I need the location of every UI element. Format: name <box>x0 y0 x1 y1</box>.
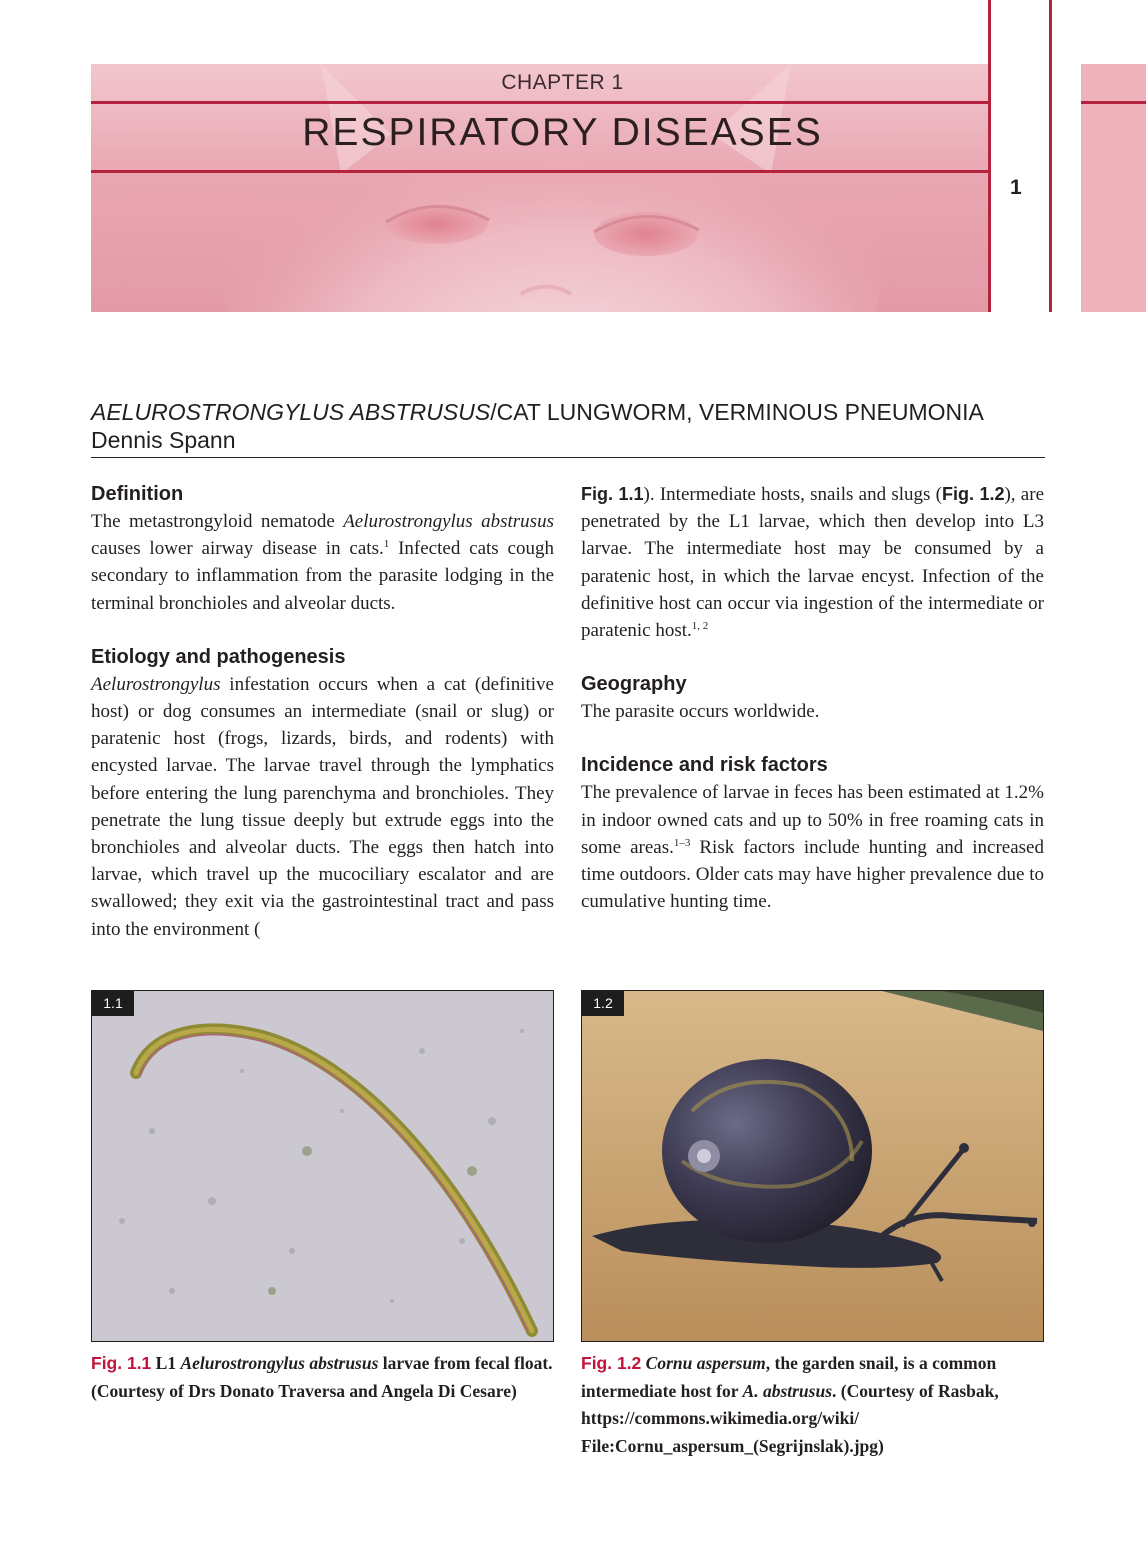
etiology-paragraph-continued <box>581 481 1044 644</box>
article-divider <box>91 457 1045 458</box>
article-title-species: AELUROSTRONGYLUS ABSTRUSUS <box>91 399 491 425</box>
chapter-label: CHAPTER 1 <box>501 71 624 94</box>
banner-rule-bottom <box>91 170 988 173</box>
geography-paragraph: The parasite occurs worldwide. <box>581 701 820 723</box>
section-heading-definition: Definition <box>91 483 184 505</box>
figure-reference-link[interactable]: Fig. 1.1 <box>581 484 644 504</box>
figure-reference-link[interactable]: Fig. 1.2 <box>941 484 1005 504</box>
figure-1-2 <box>581 990 1044 1342</box>
species-name: Aelurostrongylus abstrusus <box>343 511 554 532</box>
article-title-rest: /CAT LUNGWORM, VERMINOUS PNEUMONIA <box>490 399 984 425</box>
text-run: The prevalence of larvae in feces has been estimated at 1.2% in indoor owned cats and up to 50% in free roaming cats in some areas. <box>581 782 1044 858</box>
text-run: ). Intermediate hosts, snails and slugs ( <box>643 484 942 505</box>
species-name: Aelurostrongylus <box>91 673 221 695</box>
banner-vertical-rule <box>988 0 991 312</box>
side-tab-rule <box>1081 101 1146 104</box>
right-column <box>581 481 1044 915</box>
figure-1-1 <box>91 990 554 1342</box>
banner-rule-top <box>91 101 988 104</box>
caption-text: . (Courtesy of Rasbak, https://commons.wikimedia.org/wiki/ File:Cornu_aspersum_(Segrijnslak).jpg) <box>581 1380 999 1456</box>
reference-superscript: 1–3 <box>673 836 691 849</box>
text-run: ), are penetrated by the L1 larvae, which then develop into L3 larvae. The intermediate host may be consumed by a paratenic host, in which the larvae encyst. Infection of the definitive host can occur via ingestion of the intermediate or paratenic host. <box>581 484 1044 642</box>
definition-paragraph <box>91 508 554 617</box>
figure-caption-1-1 <box>91 1350 561 1405</box>
garden-snail-photo <box>582 991 1043 1341</box>
reference-superscript: 1 <box>383 538 390 551</box>
species-name: A. abstrusus <box>742 1380 833 1401</box>
caption-label: Fig. 1.2 <box>581 1353 642 1373</box>
figure-tag: 1.1 <box>92 991 134 1016</box>
text-run: Risk factors include hunting and increased time outdoors. Older cats may have higher prevalence due to cumulative hunting time. <box>581 836 1044 913</box>
page-number: 1 <box>1010 176 1022 199</box>
reference-superscript: 1, 2 <box>691 620 709 633</box>
species-name: Aelurostrongylus abstrusus <box>180 1353 379 1373</box>
caption-text: larvae from fecal float. (Courtesy of Drs Donato Traversa and Angela Di Cesare) <box>91 1353 553 1401</box>
caption-text: L1 <box>151 1353 181 1373</box>
text-run: causes lower airway disease in cats. <box>91 538 384 560</box>
text-run: infestation occurs when a cat (definitive host) or dog consumes an intermediate (snail or slug) or paratenic host (frogs, lizards, birds, and rodents) with encysted larvae. The larvae travel through the lymphatics before entering the lung parenchyma and bronchioles. They penetrate the lung tissue deeply but extrude eggs into the bronchioles and alveolar ducts. The eggs then hatch into larvae, which travel up the mucociliary escalator and are swallowed; they exit via the gastrointestinal tract and pass into the environment ( <box>91 673 554 940</box>
banner-vertical-rule <box>1049 0 1052 312</box>
species-name: Cornu aspersum <box>645 1353 766 1373</box>
left-column <box>91 481 554 943</box>
incidence-paragraph <box>581 779 1044 915</box>
etiology-paragraph <box>91 671 554 943</box>
article-title <box>91 399 1051 426</box>
larva-micrograph <box>92 991 553 1341</box>
text-run: The metastrongyloid nematode <box>91 511 344 532</box>
text-run: Infected cats cough secondary to inflammation from the parasite lodging in the terminal bronchioles and alveolar ducts. <box>91 538 554 614</box>
figure-caption-1-2 <box>581 1350 1051 1460</box>
section-heading-geography: Geography <box>581 673 687 696</box>
chapter-banner <box>91 64 988 312</box>
article-author: Dennis Spann <box>91 427 236 453</box>
section-heading-etiology: Etiology and pathogenesis <box>91 645 346 668</box>
figure-tag: 1.2 <box>582 991 624 1016</box>
section-heading-incidence: Incidence and risk factors <box>581 754 828 777</box>
caption-text: , the garden snail, is a common intermediate host for <box>581 1353 997 1401</box>
caption-label: Fig. 1.1 <box>91 1353 152 1373</box>
chapter-title: RESPIRATORY DISEASES <box>302 111 823 154</box>
